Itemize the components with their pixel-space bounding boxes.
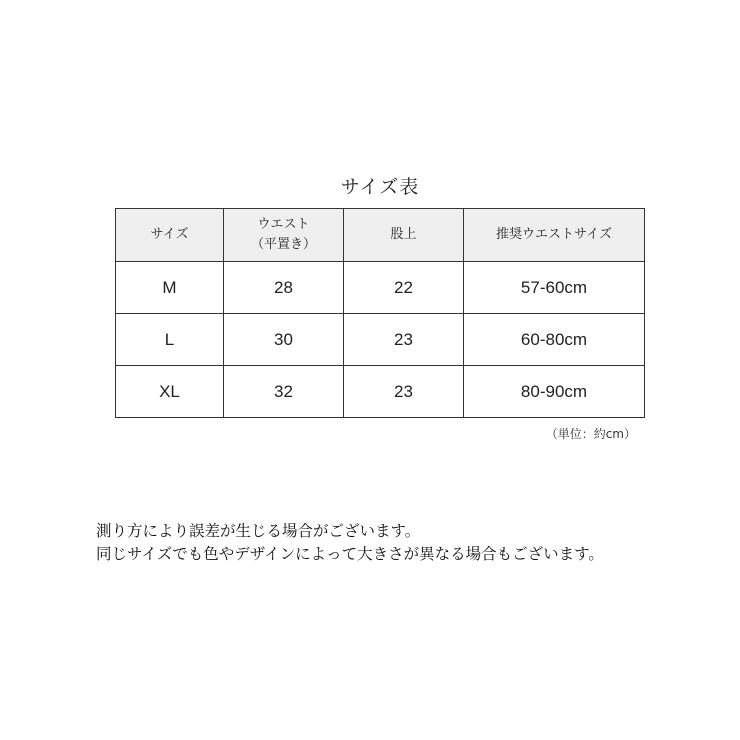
cell-size: XL — [116, 366, 224, 418]
cell-size: L — [116, 314, 224, 366]
cell-recommended-waist: 80-90cm — [464, 366, 645, 418]
cell-waist: 32 — [224, 366, 344, 418]
cell-recommended-waist: 60-80cm — [464, 314, 645, 366]
notes — [96, 520, 604, 566]
header-waist-label: ウエスト — [257, 217, 310, 232]
cell-rise: 22 — [344, 262, 464, 314]
header-rise — [344, 209, 464, 262]
header-size-label: サイズ — [150, 227, 189, 242]
cell-waist: 30 — [224, 314, 344, 366]
header-recommended-waist — [464, 209, 645, 262]
cell-size: M — [116, 262, 224, 314]
size-chart-title: サイズ表 — [340, 176, 420, 198]
header-waist-sublabel: （平置き） — [250, 237, 316, 252]
table-header-row — [116, 209, 645, 262]
cell-rise: 23 — [344, 366, 464, 418]
header-size — [116, 209, 224, 262]
table-row — [116, 262, 645, 314]
cell-rise: 23 — [344, 314, 464, 366]
header-rise-label: 股上 — [390, 227, 417, 242]
header-recommended-waist-label: 推奨ウエストサイズ — [496, 227, 612, 242]
note-line: 同じサイズでも色やデザインによって大きさが異なる場合もございます。 — [96, 545, 604, 563]
size-table — [115, 208, 645, 418]
cell-recommended-waist: 57-60cm — [464, 262, 645, 314]
unit-note: （単位：約cm） — [545, 427, 636, 441]
table-row — [116, 314, 645, 366]
note-line: 測り方により誤差が生じる場合がございます。 — [96, 522, 421, 540]
header-waist — [224, 209, 344, 262]
table-row — [116, 366, 645, 418]
cell-waist: 28 — [224, 262, 344, 314]
